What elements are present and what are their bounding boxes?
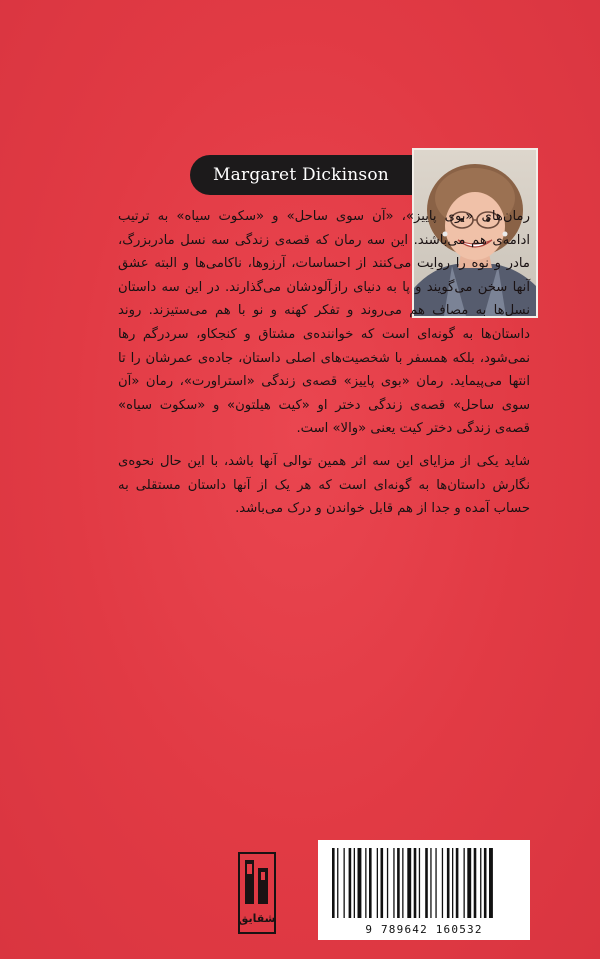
barcode-bar xyxy=(332,848,335,918)
author-name: Margaret Dickinson xyxy=(213,165,389,185)
author-name-tag xyxy=(190,155,412,195)
barcode-bar xyxy=(489,848,493,918)
barcode-bar xyxy=(397,848,400,918)
barcode-bar xyxy=(456,848,459,918)
barcode-bar xyxy=(425,848,428,918)
barcode-bar xyxy=(377,848,378,918)
barcode-bar xyxy=(419,848,420,918)
barcode-bar xyxy=(381,848,384,918)
barcode-bar xyxy=(430,848,431,918)
isbn-barcode xyxy=(318,840,530,940)
barcode-bar xyxy=(447,848,450,918)
blurb-paragraph-2: شاید یکی از مزایای این سه اثر همین توالی آنها باشد، با این حال نحوه‌ی نگارش داستان‌ها به گونه‌ای است که هر یک از آنها داستان مستقلی به حساب آمده و جدا از هم قابل خواندن و درک می‌باشد. xyxy=(118,453,530,517)
publisher-logo-text: شقایق xyxy=(240,912,274,925)
barcode-bar xyxy=(467,848,471,918)
barcode-bar xyxy=(480,848,481,918)
barcode-bar xyxy=(402,848,403,918)
back-cover-blurb xyxy=(118,205,530,521)
barcode-bar xyxy=(344,848,345,918)
barcode-bar xyxy=(414,848,417,918)
barcode-bar xyxy=(337,848,338,918)
barcode-bar xyxy=(365,848,366,918)
barcode-bar xyxy=(407,848,411,918)
barcode-bar xyxy=(484,848,487,918)
blurb-paragraph-1: رمان‌های «بوی پاییز»، «آن سوی ساحل» و «سکوت سیاه» به ترتیب ادامه‌ی هم می‌باشند. این سه رمان که قصه‌ی زندگی سه نسل مادربزرگ، مادر و نوه را روایت می‌کنند از احساسات، آرزوها، ناکامی‌ها و البته عشق آنها سخن می‌گویند و پا به دنیای رازآلودشان می‌گذارند. در این سه داستان نسل‌ها به مصاف هم می‌روند و تفکر کهنه و نو با هم می‌ستیزند. روند داستان‌ها به گونه‌ای است که خواننده‌ی مشتاق و کنجکاو، سردرگم رها نمی‌شود، بلکه همسفر با شخصیت‌های اصلی داستان، جاده‌ی عمرشان را تا انتها می‌پیماید. رمان «بوی پاییز» قصه‌ی زندگی «استراورت»، رمان «آن سوی ساحل» قصه‌ی زندگی دختر او «کیت هیلتون» و «سکوت سیاه» قصه‌ی زندگی دختر کیت یعنی «والا» است. xyxy=(118,209,530,437)
isbn-digits: 9 789642 160532 xyxy=(365,923,483,936)
barcode-bar xyxy=(435,848,436,918)
barcode-bar xyxy=(354,848,355,918)
publisher-logo-mark xyxy=(240,854,274,932)
barcode-bar xyxy=(369,848,372,918)
barcode-bar xyxy=(452,848,453,918)
barcode-bar xyxy=(393,848,394,918)
barcode-bar xyxy=(474,848,477,918)
barcode-bar xyxy=(358,848,362,918)
publisher-logo xyxy=(238,852,276,934)
barcode-bar xyxy=(442,848,443,918)
barcode-bars xyxy=(318,840,530,922)
barcode-bar xyxy=(387,848,388,918)
barcode-bar xyxy=(349,848,352,918)
barcode-bar xyxy=(464,848,465,918)
